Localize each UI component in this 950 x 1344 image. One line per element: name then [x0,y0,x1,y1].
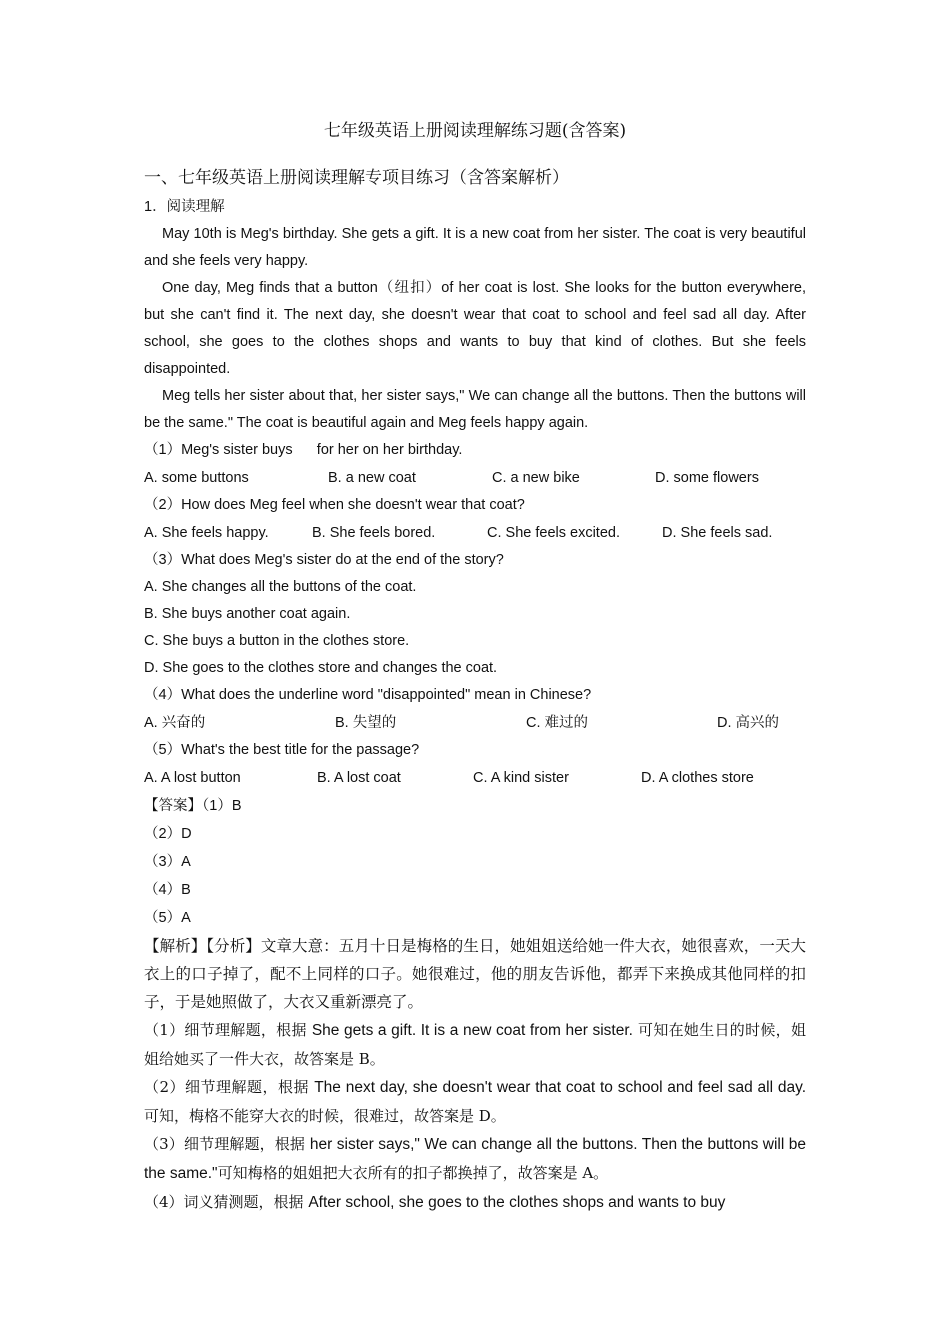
options-row [144,519,806,547]
item-heading: 1．阅读理解 [144,199,225,215]
analysis-summary: 【解析】【分析】文章大意：五月十日是梅格的生日，她姐姐送给她一件大衣，她很喜欢，一天大衣上的口子掉了，配不上同样的口子。她很难过，他的朋友告诉他，都弄下来换成其他同样的扣子，于是她照做了，大衣又重新漂亮了。 [144,937,806,1011]
option-b: B. She buys another coat again. [144,606,351,622]
option-a: A. some buttons [144,470,249,486]
analysis-label: （4）词义猜测题，根据 [144,1193,309,1211]
analysis-conclusion: 可知在她生日的时候，姐姐给她买了一件大衣，故答案是 B。 [144,1021,806,1068]
option-d: D. some flowers [655,470,759,486]
answer-line: 【答案】（1）B [144,798,242,814]
question-1 [144,437,806,492]
answer-line: （5）A [144,910,191,926]
question-stem: （1）Meg's sister buys for her on her birthday. [144,442,463,458]
analysis-quote: The next day, she doesn't wear that coat to school and feel sad all day. [314,1079,806,1096]
analysis-conclusion: 可知梅格的姐姐把大衣所有的扣子都换掉了，故答案是 A。 [217,1164,609,1182]
option-a: A. A lost button [144,770,241,786]
analysis-quote: her sister says," We can change all the buttons. Then the buttons will be the same." [144,1136,806,1182]
option-a: A. She changes all the buttons of the coat. [144,579,417,595]
option-c: C. She feels excited. [487,525,620,541]
option-b: B. A lost coat [317,770,401,786]
option-c: C. A kind sister [473,770,569,786]
analysis-item [144,1188,806,1217]
passage-paragraph: May 10th is Meg's birthday. She gets a gift. It is a new coat from her sister. The coat is very beautiful and she feels very happy. [144,226,806,269]
options-row [144,464,806,492]
analysis-conclusion: 可知，梅格不能穿大衣的时候，很难过，故答案是 D。 [144,1107,506,1125]
option-b: B. a new coat [328,470,416,486]
option-c: C. She buys a button in the clothes store. [144,633,410,649]
option-c: C. a new bike [492,470,580,486]
option-b: B. She feels bored. [312,525,436,541]
option-c: C. 难过的 [526,715,589,731]
option-d: D. A clothes store [641,770,754,786]
analysis-block [144,932,806,1217]
option-d: D. She goes to the clothes store and changes the coat. [144,660,498,676]
analysis-item [144,1016,806,1073]
analysis-label: （2）细节理解题，根据 [144,1078,315,1096]
option-a: A. 兴奋的 [144,715,206,731]
analysis-quote: After school, she goes to the clothes shops and wants to buy [308,1194,726,1211]
section-heading: 一、七年级英语上册阅读理解专项目练习（含答案解析） [144,168,569,188]
question-stem: （2）How does Meg feel when she doesn't wear that coat? [144,497,525,513]
answer-block [144,792,806,932]
passage-paragraph: One day, Meg finds that a button（纽扣）of her coat is lost. She looks for the button everywhere, but she can't find it. The next day, she doesn't wear that coat to school and feel sad all day. After school, she goes to the clothes shops and wants to buy that kind of clothes. But she feels disappointed. [144,280,806,377]
analysis-label: （3）细节理解题，根据 [144,1135,310,1153]
passage-paragraph: Meg tells her sister about that, her sister says," We can change all the buttons. Then the buttons will be the same." The coat is beautiful again and Meg feels happy again. [144,388,806,431]
analysis-item [144,1073,806,1130]
answer-line: （2）D [144,826,192,842]
analysis-label: （1）细节理解题，根据 [144,1021,312,1039]
option-b: B. 失望的 [335,715,397,731]
option-d: D. 高兴的 [717,715,780,731]
answer-line: （4）B [144,882,191,898]
document-title: 七年级英语上册阅读理解练习题(含答案) [323,121,627,141]
question-stem: （3）What does Meg's sister do at the end of the story? [144,552,504,568]
question-4 [144,682,806,737]
question-3 [144,547,806,682]
question-5 [144,737,806,792]
option-d: D. She feels sad. [662,525,773,541]
answer-line: （3）A [144,854,191,870]
option-a: A. She feels happy. [144,525,269,541]
question-2 [144,492,806,547]
analysis-item [144,1130,806,1188]
analysis-quote: She gets a gift. It is a new coat from her sister. [311,1022,633,1039]
question-stem: （5）What's the best title for the passage? [144,742,420,758]
options-row [144,709,806,737]
document-page [144,110,806,1217]
options-row [144,764,806,792]
question-stem: （4）What does the underline word "disappointed" mean in Chinese? [144,687,592,703]
